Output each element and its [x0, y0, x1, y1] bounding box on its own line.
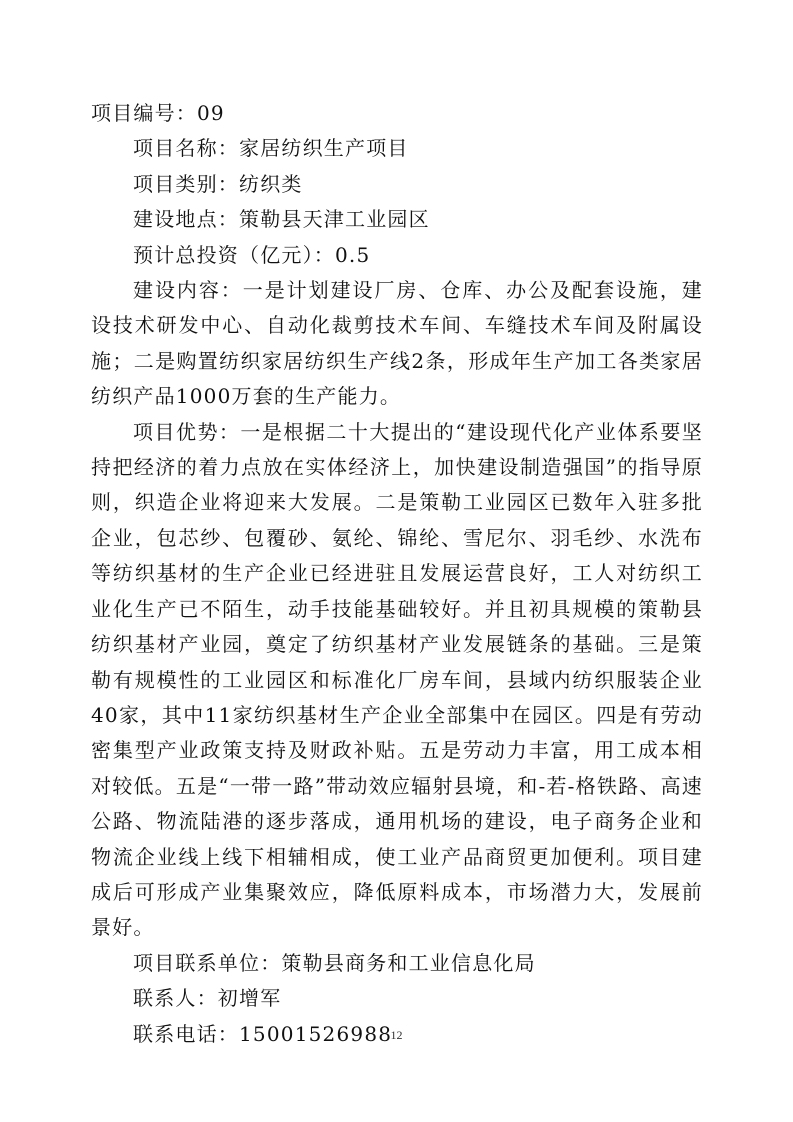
project-number: 项目编号：09 [91, 101, 225, 125]
estimated-investment: 预计总投资（亿元）：0.5 [133, 242, 371, 267]
contact-phone: 联系电话：15001526988 [133, 1021, 393, 1046]
project-advantages-paragraph: 项目优势：一是根据二十大提出的“建设现代化产业体系要坚持把经济的着力点放在实体经济上，加快建设制造强国”的指导原则，织造企业将迎来大发展。二是策勒工业园区已数年入驻多批企业，包芯纱、包覆砂、氨纶、锦纶、雪尼尔、羽毛纱、水洗布等纺织基材的生产企业已经进驻且发展运营良好，工人对纺织工业化生产已不陌生，动手技能基础较好。并且初具规模的策勒县纺织基材产业园，奠定了纺织基材产业发展链条的基础。三是策勒有规模性的工业园区和标准化厂房车间，县域内纺织服装企业40家，其中11家纺织基材生产企业全部集中在园区。四是有劳动密集型产业政策支持及财政补贴。五是劳动力丰富，用工成本相对较低。五是“一带一路”带动效应辐射县境，和-若-格铁路、高速公路、物流陆港的逐步落成，通用机场的建设，电子商务企业和物流企业线上线下相辅相成，使工业产品商贸更加便利。项目建成后可形成产业集聚效应，降低原料成本，市场潜力大，发展前景好。 [91, 419, 703, 940]
project-category: 项目类别：纺织类 [133, 171, 303, 196]
construction-content-paragraph: 建设内容：一是计划建设厂房、仓库、办公及配套设施，建设技术研发中心、自动化裁剪技术车间、车缝技术车间及附属设施；二是购置纺织家居纺织生产线2条，形成年生产加工各类家居纺织产品1000万套的生产能力。 [91, 278, 703, 409]
contact-unit: 项目联系单位：策勒县商务和工业信息化局 [133, 950, 536, 975]
page-number: 12 [390, 1028, 403, 1042]
document-body [91, 96, 703, 1052]
contact-person: 联系人：初增军 [133, 986, 282, 1011]
construction-site: 建设地点：策勒县天津工业园区 [133, 207, 430, 232]
project-name: 项目名称：家居纺织生产项目 [133, 136, 409, 161]
